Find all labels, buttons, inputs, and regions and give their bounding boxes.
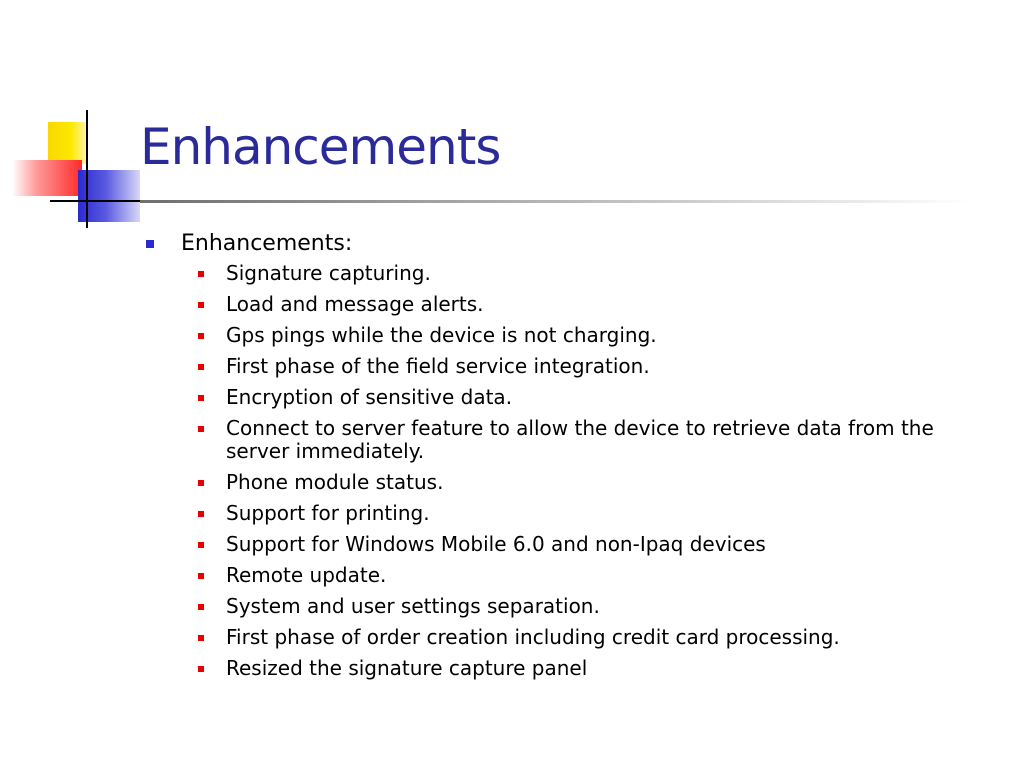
sub-bullet-text: Load and message alerts. xyxy=(226,292,484,316)
red-square-bullet-icon xyxy=(198,511,204,517)
sub-bullet-text: Encryption of sensitive data. xyxy=(226,385,513,409)
title-underline-rule xyxy=(140,200,970,203)
sub-bullet-text: First phase of the field service integration. xyxy=(226,354,650,378)
sub-bullet-item xyxy=(181,471,995,494)
sub-bullet-item xyxy=(181,595,995,618)
sub-bullet-item xyxy=(181,324,995,347)
slide-title: Enhancements xyxy=(140,118,501,176)
sub-bullet-text: System and user settings separation. xyxy=(226,594,600,618)
red-square-bullet-icon xyxy=(198,542,204,548)
red-square-bullet-icon xyxy=(198,333,204,339)
sub-bullet-item xyxy=(181,657,995,680)
sub-bullet-text: Gps pings while the device is not charging. xyxy=(226,323,657,347)
red-square-bullet-icon xyxy=(198,426,204,432)
red-square-bullet-icon xyxy=(198,573,204,579)
sub-bullet-text: Signature capturing. xyxy=(226,261,431,285)
sub-bullet-text: Resized the signature capture panel xyxy=(226,656,588,680)
yellow-square-decoration xyxy=(48,122,86,164)
sub-bullet-item xyxy=(181,355,995,378)
sub-bullet-list xyxy=(181,262,995,680)
red-square-bullet-icon xyxy=(198,302,204,308)
sub-bullet-text: Remote update. xyxy=(226,563,387,587)
red-square-bullet-icon xyxy=(198,395,204,401)
decorative-corner-graphic xyxy=(0,100,150,230)
slide-body xyxy=(145,228,995,688)
red-square-bullet-icon xyxy=(198,480,204,486)
red-square-bullet-icon xyxy=(198,271,204,277)
sub-bullet-item xyxy=(181,293,995,316)
horizontal-line-decoration xyxy=(50,200,140,202)
red-square-bullet-icon xyxy=(198,666,204,672)
red-square-bullet-icon xyxy=(198,635,204,641)
sub-bullet-text: Connect to server feature to allow the device to retrieve data from the server immediately. xyxy=(226,416,934,463)
blue-square-bullet-icon xyxy=(146,240,154,248)
sub-bullet-text: Phone module status. xyxy=(226,470,444,494)
sub-bullet-item xyxy=(181,262,995,285)
sub-bullet-item xyxy=(181,533,995,556)
sub-bullet-item xyxy=(181,502,995,525)
sub-bullet-text: Support for printing. xyxy=(226,501,430,525)
bullet-level-1 xyxy=(145,228,995,260)
red-square-bullet-icon xyxy=(198,364,204,370)
sub-bullet-item xyxy=(181,564,995,587)
sub-bullet-text: First phase of order creation including credit card processing. xyxy=(226,625,840,649)
red-square-bullet-icon xyxy=(198,604,204,610)
bullet-label: Enhancements: xyxy=(181,231,353,256)
sub-bullet-item xyxy=(181,417,995,463)
vertical-line-decoration xyxy=(86,110,88,228)
sub-bullet-item xyxy=(181,386,995,409)
red-square-decoration xyxy=(12,160,82,196)
sub-bullet-item xyxy=(181,626,995,649)
sub-bullet-text: Support for Windows Mobile 6.0 and non-Ipaq devices xyxy=(226,532,766,556)
